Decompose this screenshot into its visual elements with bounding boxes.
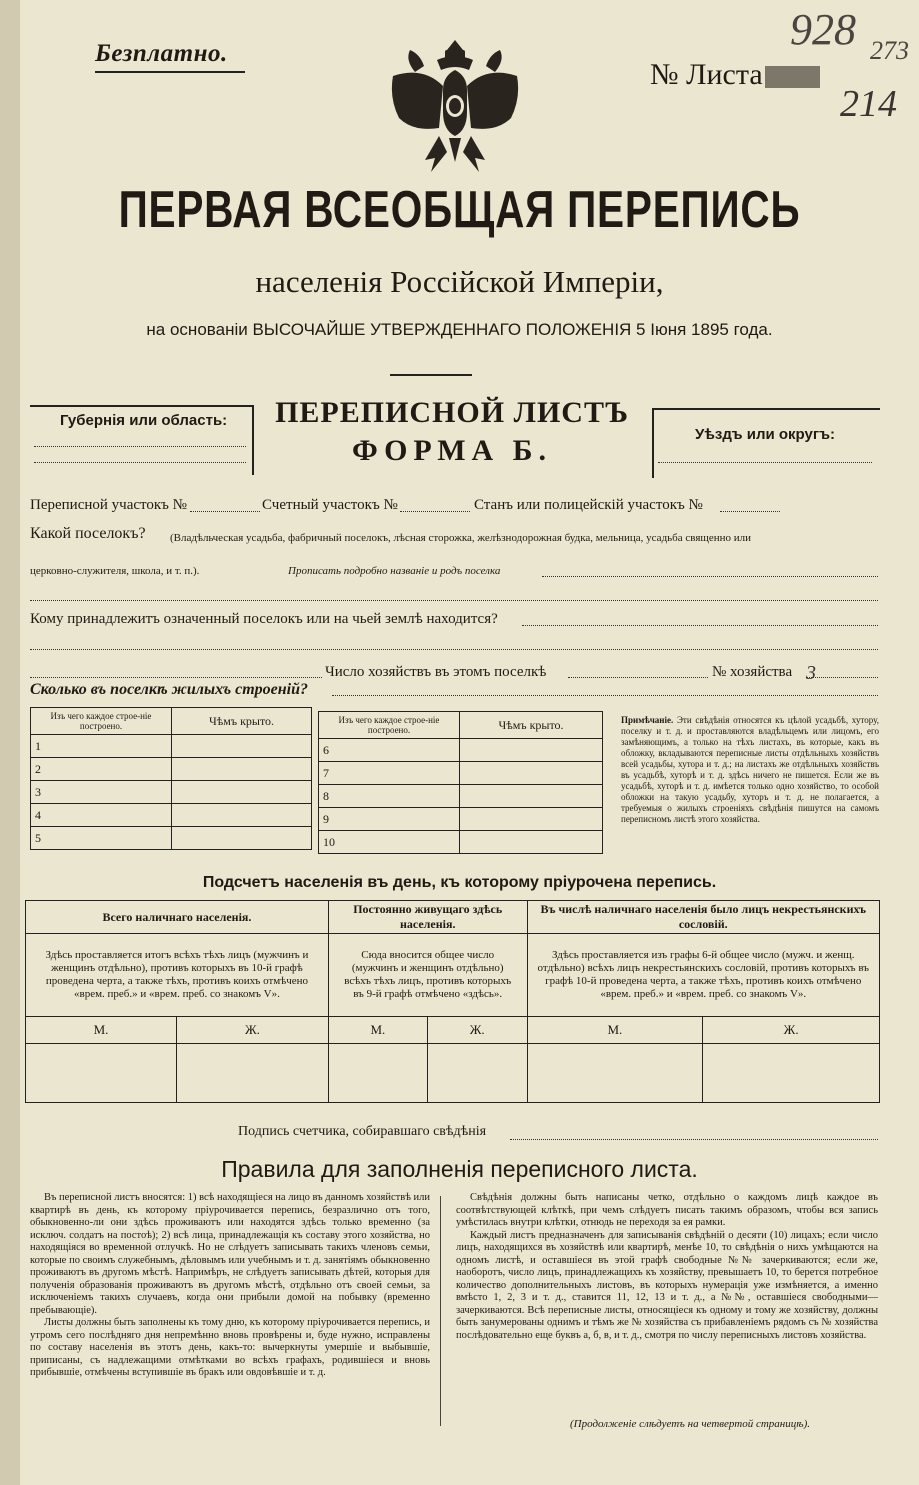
settlement-field[interactable]	[542, 576, 878, 577]
census-district-label: Переписной участокъ №	[30, 497, 187, 513]
rules-paragraph: Листы должны быть заполнены къ тому дню, къ которому пріурочивается перепись, и утромъ сего послѣдняго дня непремѣнно вновь провѣрены и, буде нужно, исправлены по составу населенія въ этотъ день, какъ-то: вычеркнуты умершіе и выбывшіе, приписаны, съ надлежащими отмѣтками во всѣхъ графахъ, родившіеся и вновь прибывшіе, отмѣчены вступившіе въ бракъ или овдовѣвшіе и т. д.	[30, 1317, 431, 1378]
household-number-label: № хозяйства	[712, 664, 793, 680]
free-label: Безплатно.	[95, 40, 228, 67]
owner-field-2[interactable]	[30, 649, 878, 650]
building-roof-cell[interactable]	[172, 804, 312, 827]
uezd-field[interactable]	[658, 462, 872, 463]
non-peasant-male-cell[interactable]	[527, 1044, 703, 1103]
building-roof-cell[interactable]	[172, 758, 312, 781]
owner-question: Кому принадлежитъ означенный поселокъ или на чьей землѣ находится?	[30, 611, 498, 627]
gubernia-field-2[interactable]	[34, 462, 246, 463]
non-peasant-female-cell[interactable]	[703, 1044, 880, 1103]
building-row-1[interactable]	[31, 735, 172, 758]
total-male-cell[interactable]	[26, 1044, 177, 1103]
building-row-10[interactable]	[319, 831, 460, 854]
census-district-field[interactable]	[190, 511, 260, 512]
male-header: М.	[26, 1017, 177, 1044]
settlement-instruction: Прописать подробно названіе и родъ поселка	[288, 565, 501, 577]
permanent-population-header: Постоянно живущаго здѣсь населенія.	[328, 901, 527, 934]
enumerator-signature-label: Подпись счетчика, собиравшаго свѣдѣнія	[238, 1124, 487, 1139]
total-population-header: Всего наличнаго населенія.	[26, 901, 329, 934]
roof-header: Чѣмъ крыто.	[172, 708, 312, 735]
building-roof-cell[interactable]	[172, 827, 312, 850]
rules-column-divider	[440, 1196, 441, 1426]
building-number: 4	[35, 807, 41, 822]
gubernia-label: Губернія или область:	[60, 412, 228, 429]
households-count-label: Число хозяйствъ въ этомъ поселкѣ	[325, 664, 547, 680]
permanent-female-cell[interactable]	[427, 1044, 527, 1103]
building-row-7[interactable]	[319, 762, 460, 785]
female-header: Ж.	[703, 1017, 880, 1044]
police-district-label: Станъ или полицейскій участокъ №	[474, 497, 703, 513]
enumerator-signature-field[interactable]	[510, 1139, 878, 1140]
building-roof-cell[interactable]	[460, 808, 603, 831]
buildings-question: Сколько въ поселкѣ жилыхъ строеній?	[30, 681, 308, 698]
gubernia-field[interactable]	[34, 446, 246, 447]
household-number-field[interactable]	[806, 677, 878, 678]
uezd-label: Уѣздъ или округъ:	[695, 426, 836, 443]
building-roof-cell[interactable]	[172, 735, 312, 758]
buildings-note	[621, 715, 879, 825]
census-basis: на основаніи ВЫСОЧАЙШЕ УТВЕРЖДЕННАГО ПОЛОЖЕНІЯ 5 Іюня 1895 года.	[146, 320, 773, 339]
households-prefix-field[interactable]	[30, 677, 322, 678]
title-divider	[390, 374, 472, 376]
building-roof-cell[interactable]	[172, 781, 312, 804]
settlement-question: Какой поселокъ?	[30, 525, 146, 542]
building-roof-cell[interactable]	[460, 785, 603, 808]
rules-right-column	[456, 1192, 878, 1342]
handwritten-sheet-number: 214	[840, 83, 897, 125]
rules-paragraph: Каждый листъ предназначенъ для записыванія свѣдѣній о десяти (10) лицахъ; если число лицъ, находящихся въ хозяйствѣ или квартирѣ, менѣе 10, то свѣдѣнія о нихъ умѣщаются на одномъ листѣ, и оставшіеся въ этой графѣ свободные №№ зачеркиваются; если же, наоборотъ, число лицъ, принадлежащихъ къ хозяйству, превышаетъ 10, то берется потребное количество дополнительныхъ листовъ, въ которыхъ нумерація уже измѣняется, а именно вмѣсто 1, 2, 3 и т. д., ставится 11, 12, 13 и т. д., а №№, оставшіеся свободными—зачеркиваются. Всѣ переписные листы, относящіеся къ одному и тому же хозяйству, должны быть занумерованы однимъ и тѣмъ же № хозяйства съ прибавленіемъ рядомъ съ № хозяйства послѣдовательно еще буквъ а, б, в, и т. д., смотря по числу переписныхъ листовъ хозяйства.	[456, 1229, 878, 1341]
household-number-value: 3	[806, 662, 816, 684]
building-roof-cell[interactable]	[460, 739, 603, 762]
building-number: 5	[35, 830, 41, 845]
settlement-hint: (Владѣльческая усадьба, фабричный поселокъ, лѣсная сторожка, желѣзнодорожная будка, мельница, усадьба священно или	[170, 532, 752, 544]
non-peasant-header: Въ числѣ наличнаго населенія было лицъ некрестьянскихъ сословій.	[527, 901, 879, 934]
building-roof-cell[interactable]	[460, 831, 603, 854]
building-row-8[interactable]	[319, 785, 460, 808]
female-header: Ж.	[427, 1017, 527, 1044]
material-header: Изъ чего каждое строе-ніе построено.	[319, 712, 460, 739]
building-number: 7	[323, 765, 329, 780]
population-table	[25, 900, 880, 1103]
uezd-frame	[652, 408, 880, 478]
sheet-number-stamp	[765, 66, 820, 88]
police-district-field[interactable]	[720, 511, 780, 512]
building-number: 10	[323, 834, 335, 849]
building-number: 3	[35, 784, 41, 799]
free-underline	[95, 71, 245, 73]
building-row-3[interactable]	[31, 781, 172, 804]
building-row-6[interactable]	[319, 739, 460, 762]
building-row-4[interactable]	[31, 804, 172, 827]
building-number: 9	[323, 811, 329, 826]
buildings-field[interactable]	[332, 695, 878, 696]
rules-title: Правила для заполненія переписного листа.	[221, 1156, 698, 1182]
sheet-number-label: № Листа	[650, 58, 820, 92]
census-title: ПЕРВАЯ ВСЕОБЩАЯ ПЕРЕПИСЬ	[118, 181, 801, 239]
non-peasant-desc: Здѣсь проставляется изъ графы 6-й общее число (мужч. и женщ. отдѣльно) всѣхъ лицъ некрестьянскихъ сословій, противъ которыхъ въ графѣ 10-й проведена черта, а также тѣхъ, противъ коихъ отмѣчено «врем. преб.» и «врем. преб. со знакомъ V».	[527, 934, 879, 1017]
handwritten-top-number: 928	[790, 5, 856, 54]
female-header: Ж.	[177, 1017, 329, 1044]
building-row-5[interactable]	[31, 827, 172, 850]
counting-district-field[interactable]	[400, 511, 470, 512]
note-text: Эти свѣдѣнія относятся къ цѣлой усадьбѣ, хутору, поселку и т. д. и проставляются владѣльцемъ или лицомъ, его замѣняющимъ, а только на тѣхъ листахъ, въ которые, какъ въ обложку, вкладываются переписные листы отдѣльныхъ хозяйствъ всей усадьбы, хутора и т. д.; на листахъ же отдѣльныхъ хозяйствъ въ усадьбѣ, хуторѣ и т. д. здѣсь ничего не пишется. Если же въ усадьбѣ, хуторѣ и т. д. имѣется только одно хозяйство, то особой обложки на такую усадьбу, хуторъ и т. д. не полагается, а требуемыя о жилыхъ строеніяхъ свѣдѣнія пишутся на самомъ переписномъ листѣ этого хозяйства.	[621, 715, 879, 824]
permanent-male-cell[interactable]	[328, 1044, 427, 1103]
imperial-eagle-emblem	[385, 40, 525, 175]
settlement-hint-2: церковно-служителя, школа, и т. п.).	[30, 565, 200, 577]
buildings-table-left	[30, 707, 312, 850]
population-count-title: Подсчетъ населенія въ день, къ которому пріурочена перепись.	[202, 874, 717, 891]
households-count-field[interactable]	[568, 677, 708, 678]
building-number: 6	[323, 742, 329, 757]
continued-note: (Продолженіе слѣдуетъ на четвертой страницѣ).	[570, 1418, 810, 1430]
building-roof-cell[interactable]	[460, 762, 603, 785]
counting-district-label: Счетный участокъ №	[262, 497, 398, 513]
rules-paragraph: Свѣдѣнія должны быть написаны четко, отдѣльно о каждомъ лицѣ каждое въ соотвѣтствующей клѣткѣ, при чемъ слѣдуетъ писать такимъ образомъ, чтобы вся запись умѣстилась внутри клѣтки, отнюдь не переходя за ея рамки.	[456, 1192, 878, 1228]
roof-header: Чѣмъ крыто.	[460, 712, 603, 739]
total-population-desc: Здѣсь проставляется итогъ всѣхъ тѣхъ лицъ (мужчинъ и женщинъ отдѣльно), противъ которыхъ въ 10-й графѣ проведена черта, а также тѣхъ, противъ коихъ отмѣчено «врем. преб.» и «врем. преб. со знакомъ V».	[26, 934, 329, 1017]
male-header: М.	[328, 1017, 427, 1044]
male-header: М.	[527, 1017, 703, 1044]
building-row-9[interactable]	[319, 808, 460, 831]
handwritten-corner-number: 273	[870, 36, 909, 65]
buildings-table-right	[318, 711, 603, 854]
building-number: 1	[35, 738, 41, 753]
form-name: ФОРМА Б.	[351, 434, 553, 467]
census-subtitle: населенія Россійской Имперіи,	[255, 264, 664, 299]
material-header: Изъ чего каждое строе-ніе построено.	[31, 708, 172, 735]
rules-paragraph: Въ переписной листъ вносятся: 1) всѣ находящіеся на лицо въ данномъ хозяйствѣ или квартирѣ въ день, къ которому пріурочивается перепись, безразлично отъ того, обыкновенно-ли они здѣсь проживаютъ или находятся здѣсь только временно (за исключ. солдатъ на постоѣ); 2) всѣ лица, принадлежащія къ составу этого хозяйства, но находящіяся во временной отлучкѣ. Но не слѣдуетъ записывать такихъ членовъ семьи, которые по своимъ служебнымъ, дѣловымъ или учебнымъ и т. д. занятіямъ обыкновенно проживаютъ въ другомъ мѣстѣ. Напримѣръ, не слѣдуетъ записывать дѣтей, которыя для полученія образованія проживаютъ въ другомъ мѣстѣ, отдѣльно отъ своей семьи, за исключеніемъ такихъ случаевъ, когда они прибыли домой на побывку (временно пребывающіе).	[30, 1192, 430, 1316]
building-number: 8	[323, 788, 329, 803]
owner-field[interactable]	[522, 625, 878, 626]
building-number: 2	[35, 761, 41, 776]
rules-left-column	[30, 1192, 430, 1380]
permanent-population-desc: Сюда вносится общее число (мужчинъ и женщинъ отдѣльно) всѣхъ тѣхъ лицъ, противъ которыхъ въ 9-й графѣ отмѣчено «здѣсь».	[328, 934, 527, 1017]
building-row-2[interactable]	[31, 758, 172, 781]
note-title: Примѣчаніе.	[621, 715, 674, 725]
sheet-title: ПЕРЕПИСНОЙ ЛИСТЪ	[275, 396, 629, 429]
paper-edge	[0, 0, 20, 1485]
settlement-field-2[interactable]	[30, 600, 878, 601]
total-female-cell[interactable]	[177, 1044, 329, 1103]
